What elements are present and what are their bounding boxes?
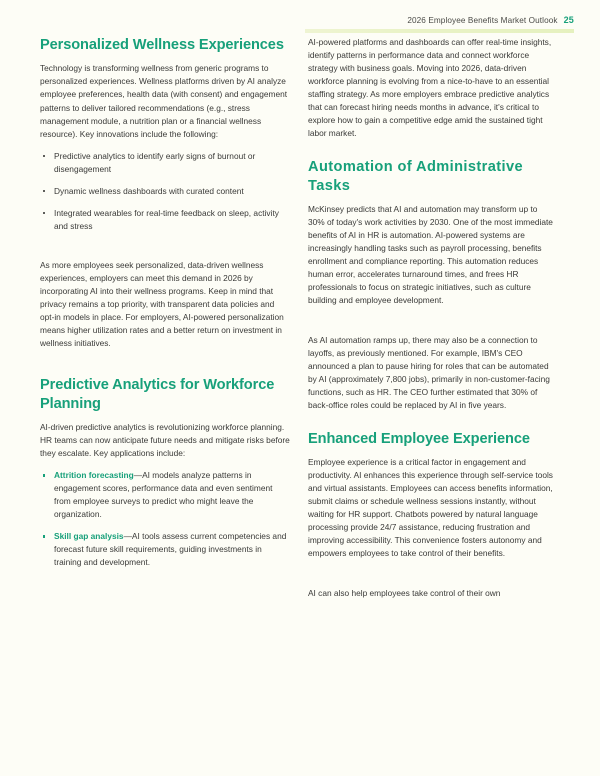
- list-wellness-innovations: [40, 150, 290, 233]
- running-head: [305, 0, 578, 25]
- paragraph-ai-control-continued: AI can also help employees take control of their own: [308, 587, 501, 598]
- bullet-dot-icon: [43, 535, 45, 537]
- list-item-text: —AI models analyze patterns in engagement scores, performance data and even sentiment from employee surveys to predict who might leave the organization.: [54, 470, 273, 520]
- list-predictive-applications: [40, 469, 290, 569]
- list-item: [40, 185, 290, 198]
- list-item-term: Skill gap analysis: [54, 531, 124, 542]
- paragraph-employee-experience: Employee experience is a critical factor in engagement and productivity. AI enhances this experience through self-service tools and virtual assistants. Employees can access benefits information, submit claims or schedule wellness sessions instantly, without waiting for HR support. Chatbots powered by natural language processing provide 24/7 assistance, reducing frustration and improving accessibility. This convenience fosters autonomy and empowers employees to take control of their benefits.: [308, 457, 553, 559]
- vertical-spacer: [308, 561, 556, 587]
- paragraph-mckinsey-automation: McKinsey predicts that AI and automation may transform up to 30% of today's work activities by 2030. One of the most immediate benefits of AI in HR is automation. AI-powered systems are increasingly handling tasks such as payroll processing, benefits enrollment and compliance reporting. This automation reduces human error, accelerates turnaround times, and frees HR professionals to focus on strategic initiatives, such as culture building and employee development.: [308, 204, 553, 306]
- paragraph-automation-layoffs: As AI automation ramps up, there may also be a connection to layoffs, as previously mentioned. For example, IBM's CEO announced a plan to pause hiring for roles that can be automated by AI (approximately 7,800 jobs), primarily in non-customer-facing functions, such as HR. The CEO further estimated that 30% of back-office roles could be replaced by AI in five years.: [308, 334, 550, 410]
- list-item-term: Attrition forecasting: [54, 470, 134, 481]
- list-item: [40, 469, 290, 521]
- page-header: [305, 0, 578, 34]
- vertical-spacer: [308, 308, 556, 334]
- list-item: [40, 207, 290, 233]
- list-item-text: Dynamic wellness dashboards with curated content: [54, 185, 244, 196]
- left-column: [40, 36, 308, 776]
- list-item-text: Predictive analytics to identify early signs of burnout or disengagement: [54, 150, 256, 174]
- bullet-dot-icon: [43, 190, 45, 192]
- list-item: [40, 530, 290, 569]
- document-title: 2026 Employee Benefits Market Outlook: [407, 16, 558, 25]
- heading-predictive-analytics-workforce-planning: Predictive Analytics for Workforce Planning: [40, 377, 275, 412]
- right-column: [308, 36, 566, 776]
- heading-personalized-wellness-experiences: Personalized Wellness Experiences: [40, 37, 284, 53]
- paragraph-predictive-analytics-intro: AI-driven predictive analytics is revolutionizing workforce planning. HR teams can now anticipate future needs and mitigate risks before they escalate. Key applications include:: [40, 421, 290, 459]
- page-number: 25: [563, 15, 574, 25]
- paragraph-wellness-demand: As more employees seek personalized, data-driven wellness experiences, employers can meet this demand in 2026 by incorporating AI into their wellness programs. Keep in mind that privacy remains a top priority, with transparent data policies and opt-in models in place. For employers, AI-powered personalization means higher utilization rates and a better return on investment in wellness initiatives.: [40, 259, 284, 349]
- vertical-spacer: [40, 233, 290, 259]
- two-column-body: [0, 36, 600, 776]
- heading-automation-of-administrative-tasks: Automation of Administrative Tasks: [308, 159, 523, 194]
- list-item-text: —AI tools assess current competencies and forecast future skill requirements, guiding investments in training and development.: [54, 531, 287, 568]
- paragraph-wellness-intro: Technology is transforming wellness from generic programs to personalized experiences. Wellness platforms driven by AI analyze employee preferences, health data (with consent) and engagement patterns to deliver tailored recommendations (e.g., stress management module, a nutrition plan or a financial wellness resource). Key innovations include the following:: [40, 63, 288, 139]
- list-item-text: Integrated wearables for real-time feedback on sleep, activity and stress: [54, 207, 279, 231]
- bullet-dot-icon: [43, 212, 45, 214]
- paragraph-ai-powered-platforms: AI-powered platforms and dashboards can offer real-time insights, identify patterns in performance data and connect workforce strategy with business goals. Moving into 2026, data-driven workforce planning is evolving from a nice-to-have to an essential staffing strategy. As more employers embrace predictive analytics that can forecast hiring needs months in advance, it's critical to explore how to gain a competitive edge amid the sustained tight labor market.: [308, 37, 552, 139]
- bullet-dot-icon: [43, 474, 45, 476]
- vertical-spacer: [308, 140, 556, 158]
- bullet-dot-icon: [43, 155, 45, 157]
- list-item: [40, 150, 290, 176]
- header-divider-rule: [305, 29, 574, 33]
- vertical-spacer: [40, 350, 290, 376]
- heading-enhanced-employee-experience: Enhanced Employee Experience: [308, 430, 530, 447]
- vertical-spacer: [308, 412, 556, 430]
